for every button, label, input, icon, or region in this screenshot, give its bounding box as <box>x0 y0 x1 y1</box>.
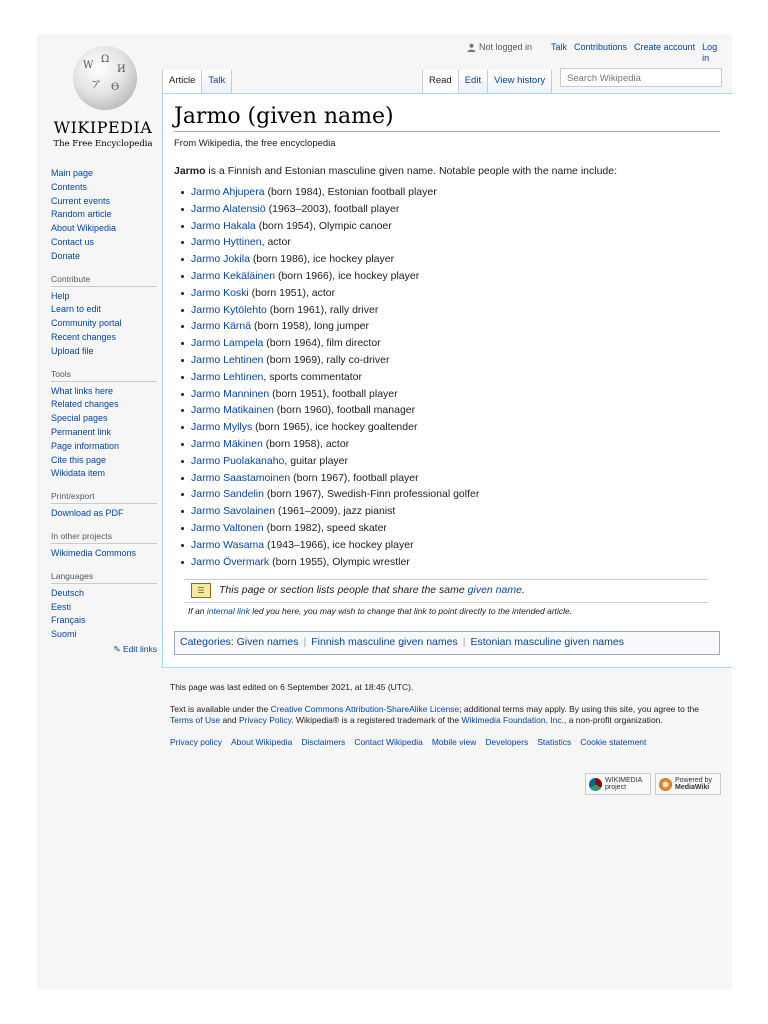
license-part-1: Text is available under the <box>170 703 271 714</box>
footer-link-developers[interactable]: Developers <box>485 736 529 747</box>
person-link[interactable]: Jarmo Valtonen <box>191 521 264 534</box>
list-item <box>179 453 479 470</box>
list-item <box>179 268 479 285</box>
sidebar-item-related-changes[interactable]: Related changes <box>51 399 119 410</box>
person-description: (born 1961), rally driver <box>266 303 379 316</box>
sidebar-navigation <box>51 167 157 264</box>
set-index-text <box>219 584 525 596</box>
list-item <box>179 352 479 369</box>
badge-wikimedia-line1: WIKIMEDIA <box>605 776 643 784</box>
list-item <box>179 234 479 251</box>
edit-links-button[interactable] <box>51 644 157 655</box>
person-description: (born 1964), film director <box>263 337 381 350</box>
person-description: (born 1967), football player <box>290 471 419 484</box>
list-item <box>179 554 479 571</box>
sidebar-heading-print: Print/export <box>51 491 157 504</box>
sidebar-item-help[interactable]: Help <box>51 290 70 301</box>
language-link-suomi[interactable]: Suomi <box>51 629 77 640</box>
license-text <box>170 704 720 727</box>
main-content <box>162 93 732 668</box>
sidebar-heading-tools: Tools <box>51 369 157 382</box>
sidebar-item-main-page[interactable]: Main page <box>51 168 94 178</box>
sidebar-item-current-events[interactable]: Current events <box>51 195 111 206</box>
view-tabs <box>422 70 552 94</box>
person-description: (born 1969), rally co-driver <box>263 353 390 366</box>
footer-link-contact-wikipedia[interactable]: Contact Wikipedia <box>354 736 423 747</box>
person-link[interactable]: Jarmo Lehtinen <box>191 370 264 383</box>
site-sub: From Wikipedia, the free encyclopedia <box>174 138 336 149</box>
person-description: (born 1960), football manager <box>273 404 416 417</box>
badge-mw-line2: MediaWiki <box>675 784 710 791</box>
sidebar-languages <box>51 571 157 655</box>
sidebar-tools <box>51 369 157 482</box>
edit-links-label: Edit links <box>122 643 157 654</box>
person-link[interactable]: Jarmo Jokila <box>191 253 250 266</box>
intro-bold: Jarmo <box>174 165 206 177</box>
search-input[interactable]: Search Wikipedia <box>560 68 722 87</box>
sidebar-heading-languages: Languages <box>51 571 157 584</box>
license-and: and <box>220 715 239 725</box>
categories-label-link[interactable]: Categories <box>180 636 231 648</box>
privacy-policy-link[interactable]: Privacy Policy <box>238 715 292 725</box>
license-part-2: ; additional terms may apply. By using this site, you agree to the <box>459 703 700 714</box>
person-link[interactable]: Jarmo Kytölehto <box>191 303 267 316</box>
person-description: , actor <box>261 236 291 249</box>
mediawiki-icon <box>659 778 672 791</box>
wikimedia-icon <box>589 778 602 791</box>
person-link[interactable]: Jarmo Ahjupera <box>191 186 265 198</box>
intro-paragraph <box>174 165 617 177</box>
sidebar-item-contents[interactable]: Contents <box>51 181 88 192</box>
sidebar-contribute <box>51 274 157 359</box>
person-description: , guitar player <box>284 454 349 467</box>
sidebar-item-donate[interactable]: Donate <box>51 250 81 261</box>
sidebar-item-what-links-here[interactable]: What links here <box>51 385 114 396</box>
sidebar-item-community-portal[interactable]: Community portal <box>51 318 122 329</box>
person-link[interactable]: Jarmo Koski <box>191 286 249 299</box>
footer-link-cookie-statement[interactable]: Cookie statement <box>580 736 647 747</box>
page <box>37 34 732 989</box>
person-link[interactable]: Jarmo Savolainen <box>191 505 276 518</box>
person-description: (born 1954), Olympic canoer <box>255 219 392 232</box>
wikipedia-logo[interactable] <box>51 44 151 154</box>
personal-tools <box>465 42 722 64</box>
list-item <box>179 285 479 302</box>
tab-article[interactable]: Article <box>162 70 202 94</box>
footer-link-mobile-view[interactable]: Mobile view <box>431 736 477 747</box>
category-links <box>174 631 720 655</box>
category-separator: | <box>462 636 466 648</box>
person-description: (1963–2003), football player <box>265 202 400 215</box>
person-description: (born 1984), Estonian football player <box>264 186 437 198</box>
sidebar-item-permanent-link[interactable]: Permanent link <box>51 426 112 437</box>
person-link[interactable]: Jarmo Lehtinen <box>191 353 264 366</box>
wikimedia-project-badge[interactable] <box>585 773 651 795</box>
tagline: The Free Encyclopedia <box>53 139 153 149</box>
user-icon <box>467 43 476 52</box>
footer-links <box>170 737 720 747</box>
person-link[interactable]: Jarmo Lampela <box>191 337 264 350</box>
person-link[interactable]: Jarmo Övermark <box>191 555 270 568</box>
tab-edit[interactable]: Edit <box>459 70 488 94</box>
sidebar-item-recent-changes[interactable]: Recent changes <box>51 331 117 342</box>
list-item <box>179 369 479 386</box>
list-item <box>179 218 479 235</box>
sidebar-item-about-wikipedia[interactable]: About Wikipedia <box>51 223 117 234</box>
footer-link-statistics[interactable]: Statistics <box>537 736 572 747</box>
set-index-prefix: This page or section lists people that share the same <box>219 584 468 596</box>
namespace-tabs <box>162 70 232 94</box>
license-part-4: , a non-profit organization. <box>564 715 663 725</box>
list-item <box>179 251 479 268</box>
footer-badges <box>581 773 721 795</box>
category-link[interactable]: Estonian masculine given names <box>470 636 624 648</box>
footer-link-about-wikipedia[interactable]: About Wikipedia <box>230 736 293 747</box>
person-description: (1961–2009), jazz pianist <box>275 505 396 518</box>
sidebar-print <box>51 491 157 521</box>
list-item <box>179 302 479 319</box>
tab-read[interactable]: Read <box>422 70 459 94</box>
create-account-link[interactable]: Create account <box>634 42 696 52</box>
contributions-link[interactable]: Contributions <box>574 42 628 52</box>
list-item <box>179 503 479 520</box>
footer-link-disclaimers[interactable]: Disclaimers <box>301 736 346 747</box>
person-link[interactable]: Jarmo Manninen <box>191 387 270 400</box>
tab-talk[interactable]: Talk <box>202 70 232 94</box>
wikimedia-foundation-link[interactable]: Wikimedia Foundation, Inc. <box>461 715 564 725</box>
not-logged-in-label: Not logged in <box>479 42 533 52</box>
person-link[interactable]: Jarmo Mäkinen <box>191 437 263 450</box>
given-name-link[interactable]: given name <box>467 584 522 596</box>
person-link[interactable]: Jarmo Myllys <box>191 421 253 434</box>
not-logged-in <box>465 42 537 64</box>
person-description: (born 1951), actor <box>248 286 336 299</box>
list-item <box>179 486 479 503</box>
list-item <box>179 184 479 201</box>
license-part-3: . Wikipedia® is a registered trademark of the <box>291 715 462 725</box>
categories-colon: : <box>230 636 237 648</box>
set-index-icon: ☰ <box>191 583 211 598</box>
set-index-notice <box>184 579 708 603</box>
category-link[interactable]: Given names <box>236 636 299 648</box>
sidebar-item-wikimedia-commons[interactable]: Wikimedia Commons <box>51 547 137 558</box>
list-item <box>179 419 479 436</box>
sidebar-item-download-as-pdf[interactable]: Download as PDF <box>51 508 124 519</box>
person-description: (born 1958), long jumper <box>251 320 370 333</box>
sidebar-item-random-article[interactable]: Random article <box>51 209 112 220</box>
talk-link[interactable]: Talk <box>551 42 568 52</box>
person-link[interactable]: Jarmo Saastamoinen <box>191 471 291 484</box>
language-link-francais[interactable]: Français <box>51 615 86 626</box>
sidebar-heading-contribute: Contribute <box>51 274 157 287</box>
person-link[interactable]: Jarmo Kärnä <box>191 320 252 333</box>
person-description: (born 1955), Olympic wrestler <box>269 555 410 568</box>
person-description: (born 1967), Swedish-Finn professional golfer <box>263 488 480 501</box>
sidebar-item-upload-file[interactable]: Upload file <box>51 345 94 356</box>
tab-view-history[interactable]: View history <box>488 70 552 94</box>
internal-link[interactable]: internal link <box>206 606 250 616</box>
list-item <box>179 318 479 335</box>
language-link-deutsch[interactable]: Deutsch <box>51 587 85 598</box>
log-in-link[interactable]: Log in <box>702 42 718 63</box>
page-title: Jarmo (given name) <box>174 104 720 132</box>
last-edited: This page was last edited on 6 September 2021, at 18:45 (UTC). <box>170 682 414 692</box>
list-item <box>179 537 479 554</box>
list-item <box>179 520 479 537</box>
person-description: , sports commentator <box>263 370 363 383</box>
people-list <box>179 184 479 570</box>
sidebar-other-projects <box>51 531 157 561</box>
person-link[interactable]: Jarmo Alatensiö <box>191 202 266 215</box>
set-index-end: . <box>521 584 525 596</box>
person-description: (born 1951), football player <box>269 387 398 400</box>
person-link[interactable]: Jarmo Hyttinen <box>191 236 262 249</box>
category-link[interactable]: Finnish masculine given names <box>311 636 458 648</box>
sidebar-item-page-information[interactable]: Page information <box>51 440 120 451</box>
intro-text: is a Finnish and Estonian masculine given name. Notable people with the name include: <box>205 165 618 177</box>
category-separator: | <box>303 636 307 648</box>
language-link-eesti[interactable]: Eesti <box>51 601 72 612</box>
sidebar-item-learn-to-edit[interactable]: Learn to edit <box>51 304 102 315</box>
person-link[interactable]: Jarmo Sandelin <box>191 488 264 501</box>
sidebar <box>51 167 157 665</box>
person-link[interactable]: Jarmo Kekäläinen <box>191 269 276 282</box>
list-item <box>179 201 479 218</box>
cc-license-link[interactable]: Creative Commons Attribution-ShareAlike License <box>270 703 460 714</box>
sidebar-item-contact-us[interactable]: Contact us <box>51 236 95 247</box>
list-item <box>179 436 479 453</box>
terms-of-use-link[interactable]: Terms of Use <box>170 715 221 725</box>
footer <box>170 682 720 747</box>
sidebar-item-wikidata-item[interactable]: Wikidata item <box>51 468 106 479</box>
globe-icon: W Ω И ア Ѳ <box>73 46 137 110</box>
list-item <box>179 335 479 352</box>
wordmark: WIKIPEDIA <box>53 118 153 137</box>
set-index-note <box>188 606 572 616</box>
person-link[interactable]: Jarmo Puolakanaho <box>191 454 285 467</box>
footer-link-privacy-policy[interactable]: Privacy policy <box>170 736 222 747</box>
person-description: (born 1966), ice hockey player <box>275 269 420 282</box>
powered-by-mediawiki-badge[interactable] <box>655 773 721 795</box>
badge-mw-line1: Powered by <box>675 776 712 784</box>
person-description: (born 1986), ice hockey player <box>249 253 395 266</box>
person-description: (born 1958), actor <box>262 437 350 450</box>
pencil-icon: ✎ <box>113 643 121 654</box>
person-link[interactable]: Jarmo Wasama <box>191 538 265 551</box>
sidebar-heading-other-projects: In other projects <box>51 531 157 544</box>
note-pre: If an <box>188 606 207 616</box>
sidebar-item-special-pages[interactable]: Special pages <box>51 413 108 424</box>
person-link[interactable]: Jarmo Matikainen <box>191 404 274 417</box>
note-post: led you here, you may wish to change that link to point directly to the intended article. <box>249 606 573 616</box>
sidebar-item-cite-this-page[interactable]: Cite this page <box>51 454 107 465</box>
person-link[interactable]: Jarmo Hakala <box>191 219 256 232</box>
person-description: (born 1982), speed skater <box>263 521 387 534</box>
list-item <box>179 386 479 403</box>
list-item <box>179 402 479 419</box>
person-description: (1943–1966), ice hockey player <box>264 538 414 551</box>
person-description: (born 1965), ice hockey goaltender <box>252 421 418 434</box>
badge-wikimedia-line2: project <box>605 784 627 791</box>
list-item <box>179 470 479 487</box>
